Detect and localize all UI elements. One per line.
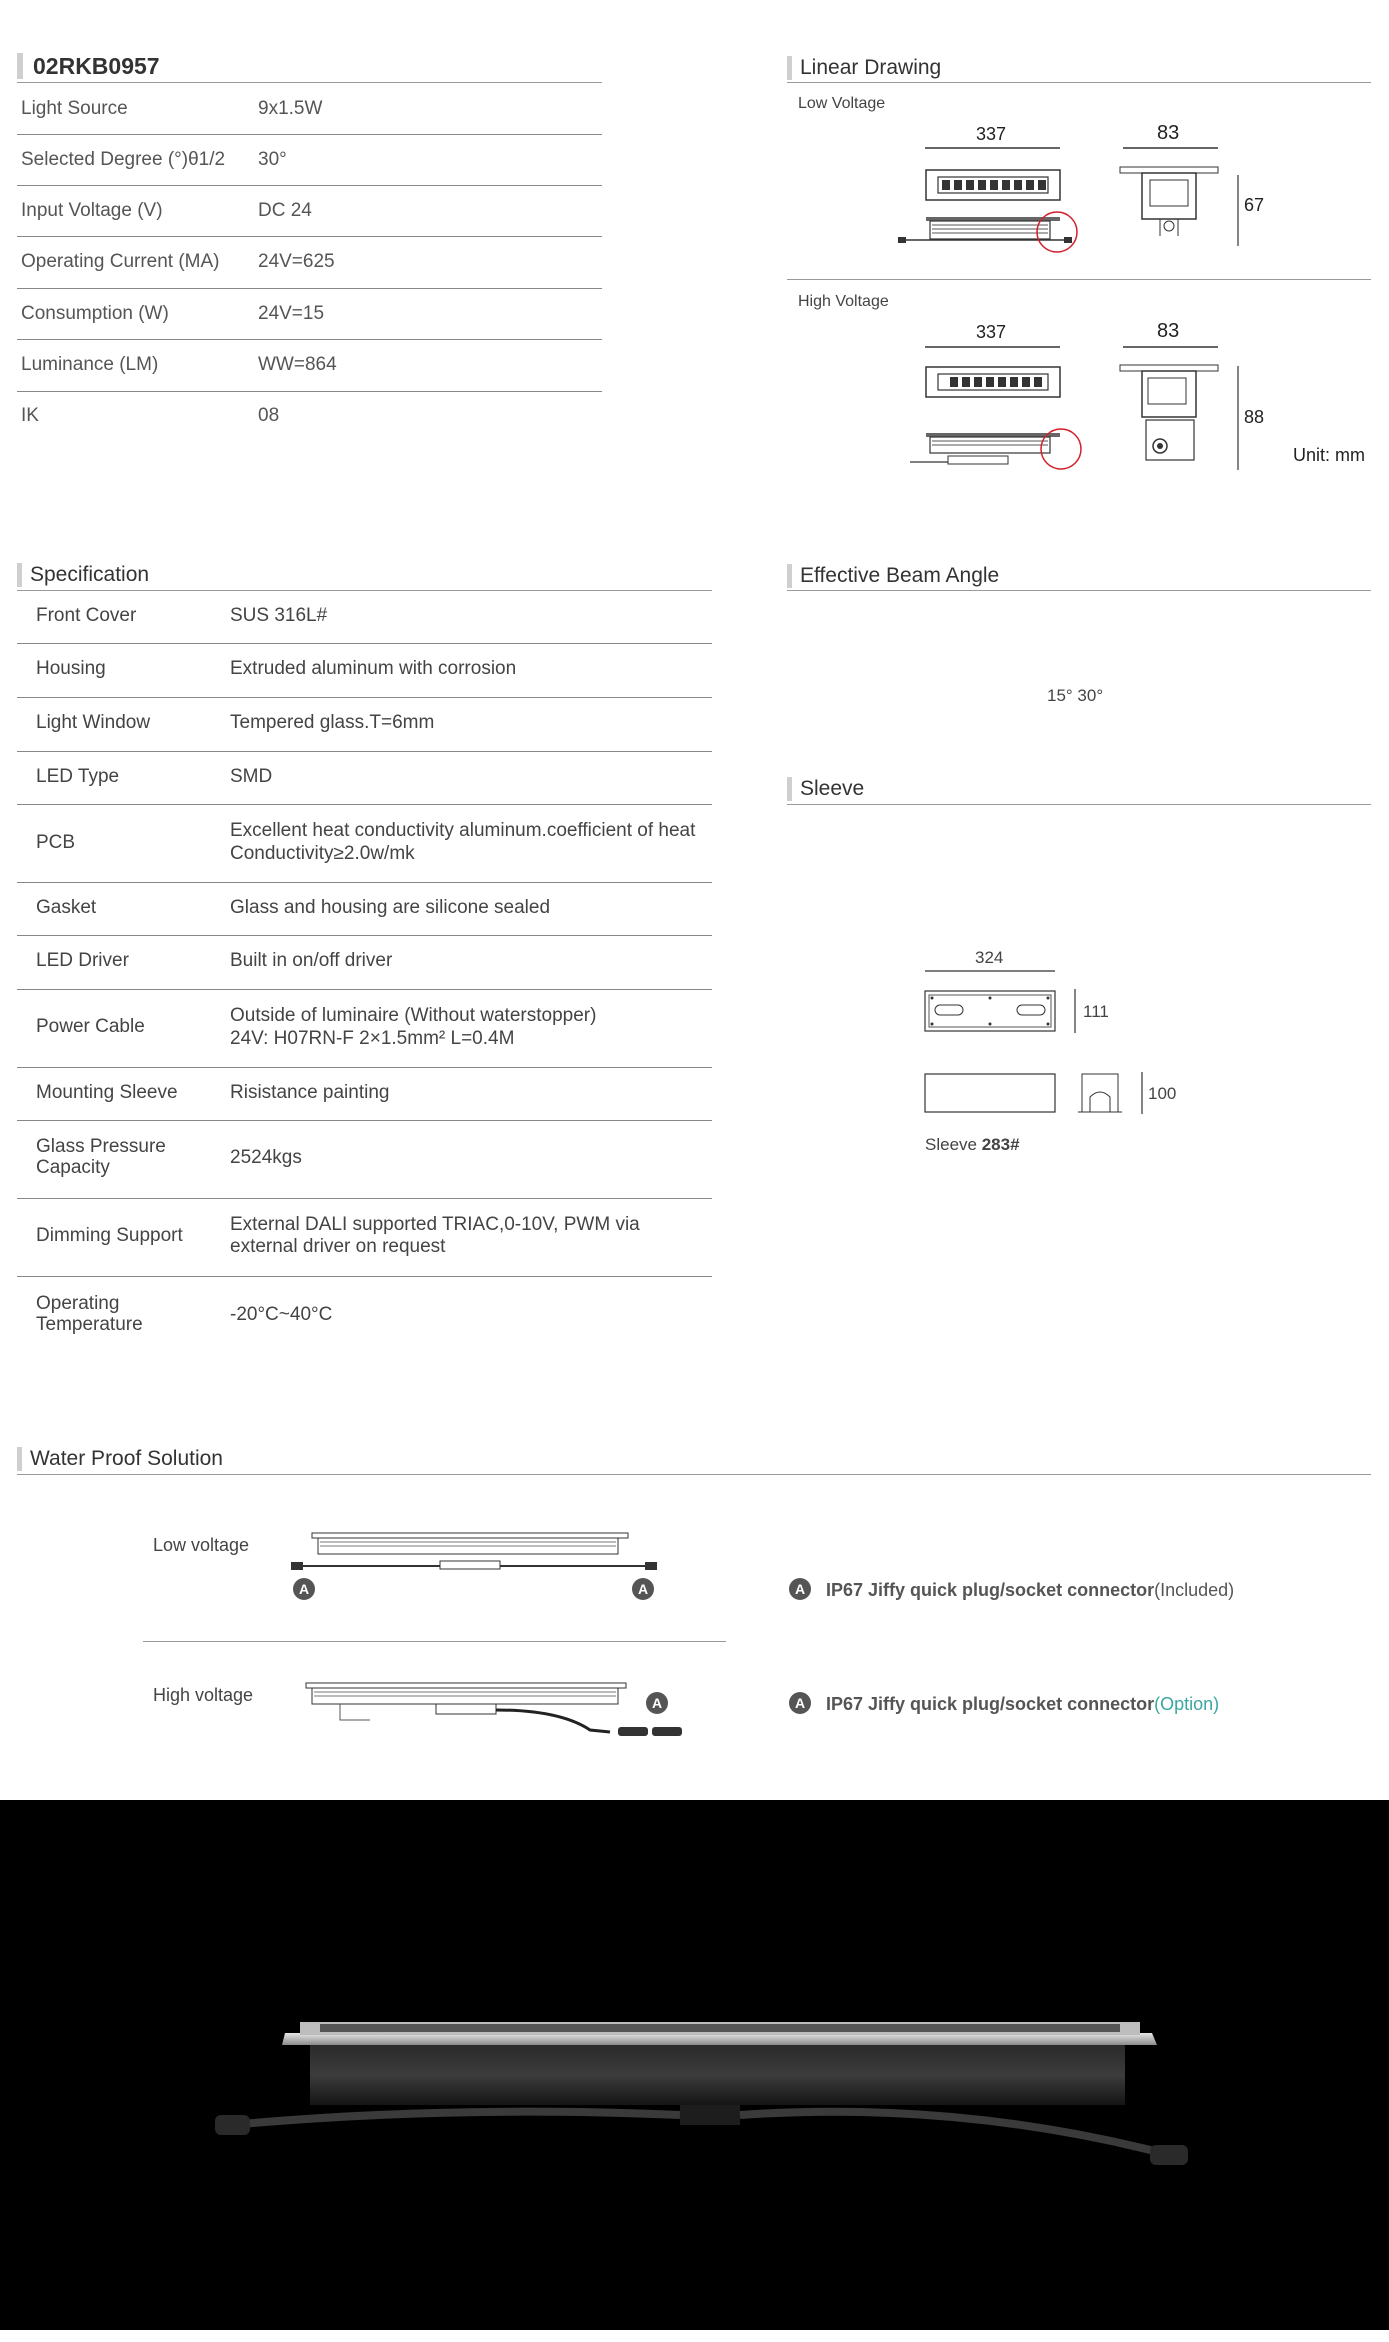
waterproof-low-label: Low voltage <box>153 1535 250 1555</box>
row-divider <box>17 236 602 237</box>
beam-angles: 15° 30° <box>1047 686 1104 705</box>
low-voltage-width-dim: 337 <box>976 124 1007 144</box>
low-voltage-note-bold: IP67 Jiffy quick plug/socket connector <box>826 1580 1155 1600</box>
spec-label-operating-temp-line2: Temperature <box>36 1314 143 1335</box>
product-row-value: 24V=15 <box>258 303 325 324</box>
linear-drawing-title: Linear Drawing <box>787 56 941 80</box>
sleeve-width-dim: 111 <box>1083 1002 1109 1021</box>
high-voltage-note-option: (Option) <box>1154 1694 1220 1714</box>
linear-drawing-divider <box>787 279 1371 280</box>
row-divider <box>17 751 712 752</box>
spec-value-operating-temp: -20°C~40°C <box>230 1304 333 1325</box>
product-row-label: Consumption (W) <box>21 303 169 324</box>
spec-value-led-type: SMD <box>230 766 273 787</box>
sleeve-title: Sleeve <box>787 777 864 801</box>
product-row-label: Light Source <box>21 98 128 119</box>
row-divider <box>17 1198 712 1199</box>
unit-label: Unit: mm <box>1293 445 1365 465</box>
spec-value-pcb: Excellent heat conductivity aluminum.coefficient of heat <box>230 820 696 841</box>
spec-value-front-cover: SUS 316L# <box>230 605 328 626</box>
high-voltage-height-dim: 88 <box>1244 407 1265 427</box>
spec-label-dimming: Dimming Support <box>36 1225 183 1246</box>
row-divider <box>17 1276 712 1277</box>
waterproof-rule <box>17 1474 1371 1475</box>
low-voltage-height-dim: 67 <box>1244 195 1265 215</box>
high-voltage-side-dim: 83 <box>1157 320 1180 342</box>
spec-value-power-cable: Outside of luminaire (Without waterstopper) <box>230 1005 597 1026</box>
spec-label-pcb: PCB <box>36 832 76 853</box>
spec-label-power-cable: Power Cable <box>36 1016 145 1037</box>
spec-value-pcb-line2: Conductivity≥2.0w/mk <box>230 843 415 864</box>
note-marker-a: A <box>789 1578 811 1600</box>
spec-label-glass-pressure-line2: Capacity <box>36 1157 110 1178</box>
spec-label-mounting-sleeve: Mounting Sleeve <box>36 1082 178 1103</box>
spec-label-glass-pressure: Glass Pressure <box>36 1136 166 1157</box>
spec-value-dimming: External DALI supported TRIAC,0-10V, PWM via <box>230 1214 640 1235</box>
product-row-value: 9x1.5W <box>258 98 323 119</box>
note-marker-a: A <box>789 1692 811 1714</box>
spec-value-housing: Extruded aluminum with corrosion <box>230 658 517 679</box>
spec-value-gasket: Glass and housing are silicone sealed <box>230 897 551 918</box>
sleeve-caption <box>925 1135 1020 1155</box>
row-divider <box>17 882 712 883</box>
spec-value-power-cable-line2: 24V: H07RN-F 2×1.5mm² L=0.4M <box>230 1028 515 1049</box>
spec-value-mounting-sleeve: Risistance painting <box>230 1082 390 1103</box>
row-divider <box>17 1067 712 1068</box>
product-row-label: Operating Current (MA) <box>21 251 220 272</box>
spec-label-light-window: Light Window <box>36 712 151 733</box>
product-row-label: Input Voltage (V) <box>21 200 163 221</box>
low-voltage-drawing <box>880 140 1280 260</box>
spec-label-gasket: Gasket <box>36 897 97 918</box>
spec-value-glass-pressure: 2524kgs <box>230 1147 302 1168</box>
sleeve-drawing <box>920 965 1180 1125</box>
low-voltage-note <box>826 1580 1234 1601</box>
sleeve-caption-prefix: Sleeve <box>925 1135 982 1154</box>
high-voltage-width-dim: 337 <box>976 322 1007 342</box>
connector-marker-a: A <box>632 1578 654 1600</box>
sleeve-rule <box>787 804 1371 805</box>
product-row-value: WW=864 <box>258 354 337 375</box>
high-voltage-label: High Voltage <box>798 293 889 310</box>
row-divider <box>17 185 602 186</box>
row-divider <box>17 989 712 990</box>
product-row-value: DC 24 <box>258 200 312 221</box>
linear-drawing-rule <box>787 82 1371 83</box>
waterproof-divider <box>143 1641 726 1642</box>
spec-label-led-type: LED Type <box>36 766 120 787</box>
row-divider <box>17 134 602 135</box>
sleeve-length-dim: 324 <box>975 948 1004 967</box>
row-divider <box>17 288 602 289</box>
spec-label-operating-temp: Operating <box>36 1293 120 1314</box>
product-header-rule <box>17 82 602 83</box>
row-divider <box>17 1120 712 1121</box>
product-row-label: IK <box>21 405 39 426</box>
waterproof-high-label: High voltage <box>153 1685 254 1705</box>
low-voltage-label: Low Voltage <box>798 95 886 112</box>
high-voltage-note-bold: IP67 Jiffy quick plug/socket connector <box>826 1694 1155 1714</box>
product-row-value: 08 <box>258 405 280 426</box>
product-code: 02RKB0957 <box>17 53 160 79</box>
spec-label-led-driver: LED Driver <box>36 950 129 971</box>
spec-label-front-cover: Front Cover <box>36 605 137 626</box>
row-divider <box>17 643 712 644</box>
row-divider <box>17 339 602 340</box>
row-divider <box>17 935 712 936</box>
high-voltage-drawing <box>880 340 1280 480</box>
high-voltage-note <box>826 1694 1219 1715</box>
low-voltage-connection-drawing <box>285 1530 675 1600</box>
connector-marker-a: A <box>646 1692 668 1714</box>
row-divider <box>17 697 712 698</box>
product-row-label: Selected Degree (°)θ1/2 <box>21 149 226 170</box>
specification-rule <box>17 590 712 591</box>
high-voltage-connection-drawing <box>300 1680 700 1760</box>
row-divider <box>17 804 712 805</box>
low-voltage-note-included: (Included) <box>1154 1580 1235 1600</box>
row-divider <box>17 391 602 392</box>
spec-label-housing: Housing <box>36 658 106 679</box>
sleeve-height-dim: 100 <box>1148 1084 1177 1103</box>
product-row-label: Luminance (LM) <box>21 354 159 375</box>
beam-angle-rule <box>787 590 1371 591</box>
product-row-value: 30° <box>258 149 287 170</box>
product-photo <box>0 1800 1389 2330</box>
connector-marker-a: A <box>293 1578 315 1600</box>
waterproof-title: Water Proof Solution <box>17 1447 223 1471</box>
spec-value-dimming-line2: external driver on request <box>230 1236 446 1257</box>
luminaire-photo-illustration <box>0 1800 1389 2330</box>
spec-value-light-window: Tempered glass.T=6mm <box>230 712 435 733</box>
sleeve-caption-code: 283# <box>981 1135 1020 1154</box>
product-row-value: 24V=625 <box>258 251 335 272</box>
spec-value-led-driver: Built in on/off driver <box>230 950 393 971</box>
specification-title: Specification <box>17 563 149 587</box>
beam-angle-title: Effective Beam Angle <box>787 564 999 588</box>
low-voltage-side-dim: 83 <box>1157 122 1180 144</box>
